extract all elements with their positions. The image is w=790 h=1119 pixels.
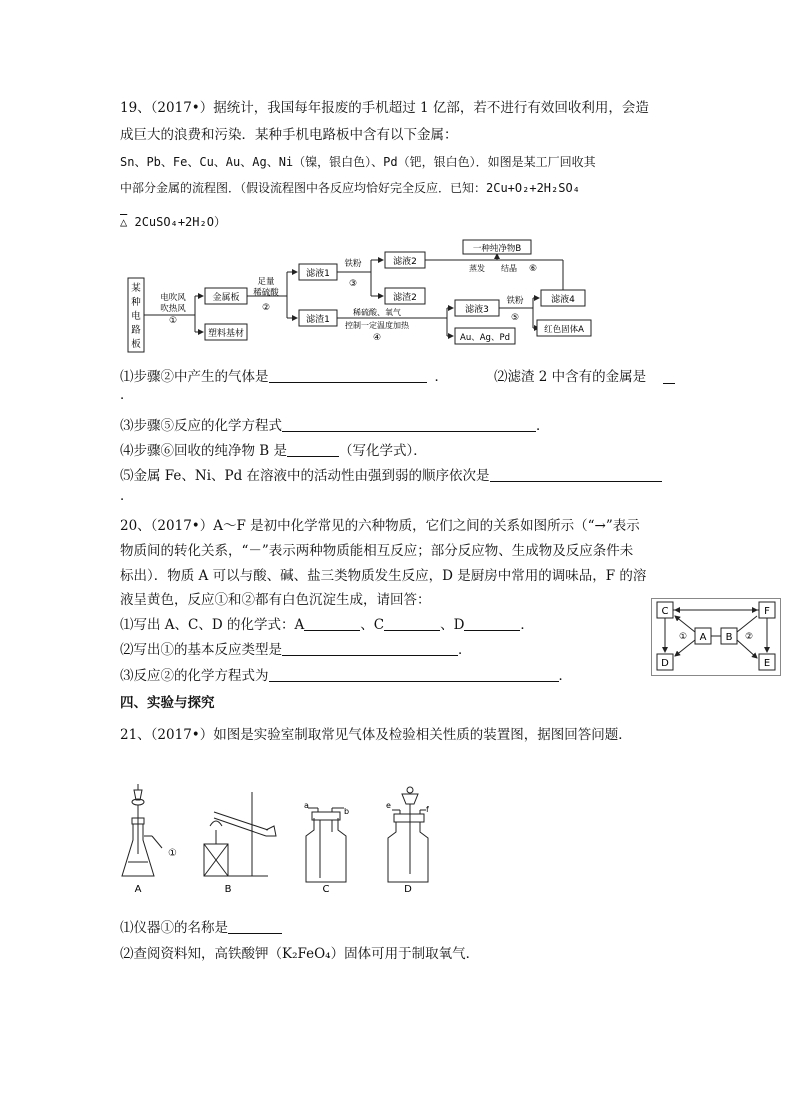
crystal-label: 结晶 xyxy=(501,264,517,273)
q19-sub4-end: （写化学式）． xyxy=(339,443,427,459)
equation-tail: 2CuSO₄+2H₂O） xyxy=(134,215,226,229)
step-4-label: ④ xyxy=(372,333,382,343)
q20-sub1-line xyxy=(120,615,534,635)
answer-blank[interactable] xyxy=(287,442,339,457)
step-1-label: ① xyxy=(168,316,178,326)
q20-sub1-a: ⑴写出 A、C、D 的化学式：A xyxy=(120,617,305,633)
iron-powder-label: 铁粉 xyxy=(506,296,524,306)
pcb-char: 某 xyxy=(131,283,141,294)
filtrate-4-box: 滤液4 xyxy=(551,295,575,305)
q21-sub1: ⑴仪器①的名称是 xyxy=(120,920,228,936)
reaction-2-label: ② xyxy=(744,632,754,642)
pure-b-box: 一种纯净物B xyxy=(472,244,522,254)
node-a: A xyxy=(699,632,707,643)
pcb-char: 路 xyxy=(131,325,141,336)
answer-blank[interactable] xyxy=(663,369,675,384)
red-solid-box: 红色固体A xyxy=(544,325,584,335)
step-6-label: ⑥ xyxy=(528,264,538,274)
q19-sub2-dot: ． xyxy=(120,387,134,403)
metal-plate-box: 金属板 xyxy=(212,293,240,303)
q20-sub1-end: ． xyxy=(520,617,534,633)
filtrate-1-box: 滤液1 xyxy=(306,269,330,279)
step-2-label: ② xyxy=(261,303,271,313)
hot-air-label: 吹热风 xyxy=(160,304,186,314)
q20-sub3-end: ． xyxy=(558,668,572,684)
q20-intro-line2: 物质间的转化关系，“－”表示两种物质能相互反应；部分反应物、生成物及反应条件未 xyxy=(120,543,634,559)
iron-powder-label: 铁粉 xyxy=(344,259,362,269)
precious-metals-box: Au、Ag、Pd xyxy=(460,333,510,343)
pcb-char: 种 xyxy=(131,297,141,308)
acid-reagent-label: 足量 xyxy=(257,277,275,287)
q21-intro: 21、（2017•）如图是实验室制取常见气体及检验相关性质的装置图，据图回答问题． xyxy=(120,727,632,743)
answer-blank[interactable] xyxy=(384,616,440,631)
q19-sub1: ⑴步骤②中产生的气体是 xyxy=(120,369,269,385)
answer-blank[interactable] xyxy=(269,368,427,383)
answer-blank[interactable] xyxy=(282,417,536,432)
pcb-char: 板 xyxy=(131,339,141,350)
q19-sub4: ⑷步骤⑥回收的纯净物 B 是 xyxy=(120,443,288,459)
q19-sub3-line xyxy=(120,416,550,436)
pcb-char: 电 xyxy=(131,311,141,322)
q20-relation-diagram xyxy=(651,598,781,676)
apparatus-label-c: C xyxy=(322,884,330,895)
q19-sub5-dot: ． xyxy=(120,488,134,504)
port-b: b xyxy=(344,807,350,816)
answer-blank[interactable] xyxy=(282,641,458,656)
apparatus-c xyxy=(306,808,346,882)
node-e: E xyxy=(763,658,771,669)
q20-sub2-line xyxy=(120,640,472,660)
filtrate-3-box: 滤液3 xyxy=(465,305,489,315)
q20-sub1-d: 、D xyxy=(440,617,465,633)
q20-sub2: ⑵写出①的基本反应类型是 xyxy=(120,642,282,658)
port-a: a xyxy=(304,801,309,810)
answer-blank[interactable] xyxy=(464,616,520,631)
q19-sub3: ⑶步骤⑤反应的化学方程式 xyxy=(120,418,282,434)
q20-sub3-line xyxy=(120,666,572,686)
q19-equation-tail-line xyxy=(120,212,226,232)
q19-sub5: ⑸金属 Fe、Ni、Pd 在溶液中的活动性由强到弱的顺序依次是 xyxy=(120,468,490,484)
evaporate-label: 蒸发 xyxy=(469,264,485,273)
hot-air-label: 电吹风 xyxy=(160,293,186,303)
apparatus-label-d: D xyxy=(404,884,412,895)
node-d: D xyxy=(661,658,669,669)
port-f: f xyxy=(426,805,429,814)
step-5-label: ⑤ xyxy=(510,313,520,323)
answer-blank[interactable] xyxy=(228,919,282,934)
acid-reagent-label: 稀硫酸 xyxy=(253,288,279,298)
q19-sub2: ⑵滤渣 2 中含有的金属是 xyxy=(494,369,647,385)
q20-sub3: ⑶反应②的化学方程式为 xyxy=(120,668,269,684)
q19-flow-intro: 中部分金属的流程图．（假设流程图中各反应均恰好完全反应．已知：2Cu+O₂+2H₂SO₄ xyxy=(120,181,580,195)
residue-2-box: 滤渣2 xyxy=(393,293,417,303)
pcb-box xyxy=(128,278,144,352)
q21-sub2: ⑵查阅资料知，高铁酸钾（K₂FeO₄）固体可用于制取氧气． xyxy=(120,946,480,962)
apparatus-a xyxy=(122,784,162,876)
acid-oxygen-label: 稀硫酸、氧气 xyxy=(353,308,401,317)
marker-1: ① xyxy=(168,848,177,859)
apparatus-b xyxy=(204,792,276,876)
filtrate-2-box: 滤液2 xyxy=(393,257,417,267)
q19-sub1-end: ． xyxy=(434,369,448,385)
node-b: B xyxy=(725,632,733,643)
q19-flowchart xyxy=(125,238,595,356)
answer-blank[interactable] xyxy=(490,467,662,482)
q20-sub2-end: ． xyxy=(458,642,472,658)
q19-sub5-line xyxy=(120,466,662,486)
answer-blank[interactable] xyxy=(304,616,360,631)
q20-intro-line4: 液呈黄色，反应①和②都有白色沉淀生成，请回答： xyxy=(120,592,431,608)
port-e: e xyxy=(386,801,391,810)
step-3-label: ③ xyxy=(348,279,358,289)
q19-intro-line1: 19、（2017•）据统计，我国每年报废的手机超过 1 亿部，若不进行有效回收利用，会造 xyxy=(120,100,649,116)
residue-1-box: 滤渣1 xyxy=(306,315,330,325)
node-f: F xyxy=(764,606,770,617)
q20-intro-line3: 标出）．物质 A 可以与酸、碱、盐三类物质发生反应，D 是厨房中常用的调味品，F 的溶 xyxy=(120,568,647,584)
q20-sub1-c: 、C xyxy=(360,617,385,633)
temp-control-label: 控制一定温度加热 xyxy=(345,321,409,330)
reaction-1-label: ① xyxy=(678,632,688,642)
delta-sign: △ xyxy=(120,215,128,229)
node-c: C xyxy=(661,606,669,617)
q19-sub3-end: ． xyxy=(536,418,550,434)
q19-metals-line: Sn、Pb、Fe、Cu、Au、Ag、Ni（镍，银白色）、Pd（钯，银白色）．如图是某工厂回收其 xyxy=(120,155,596,169)
q20-intro-line1: 20、（2017•）A～F 是初中化学常见的六种物质，它们之间的关系如图所示（“→”表示 xyxy=(120,518,640,534)
q21-sub1-line xyxy=(120,918,282,938)
q21-apparatus-figure xyxy=(118,778,458,902)
apparatus-label-b: B xyxy=(224,884,232,895)
apparatus-d xyxy=(388,787,428,882)
apparatus-label-a: A xyxy=(134,884,142,895)
section-4-title: 四、实验与探究 xyxy=(120,695,215,711)
plastic-box: 塑料基材 xyxy=(207,329,245,339)
answer-blank[interactable] xyxy=(269,667,559,682)
q19-sub1-line xyxy=(120,367,647,387)
q19-sub4-line xyxy=(120,441,427,461)
q19-intro-line2: 成巨大的浪费和污染．某种手机电路板中含有以下金属： xyxy=(120,127,458,143)
